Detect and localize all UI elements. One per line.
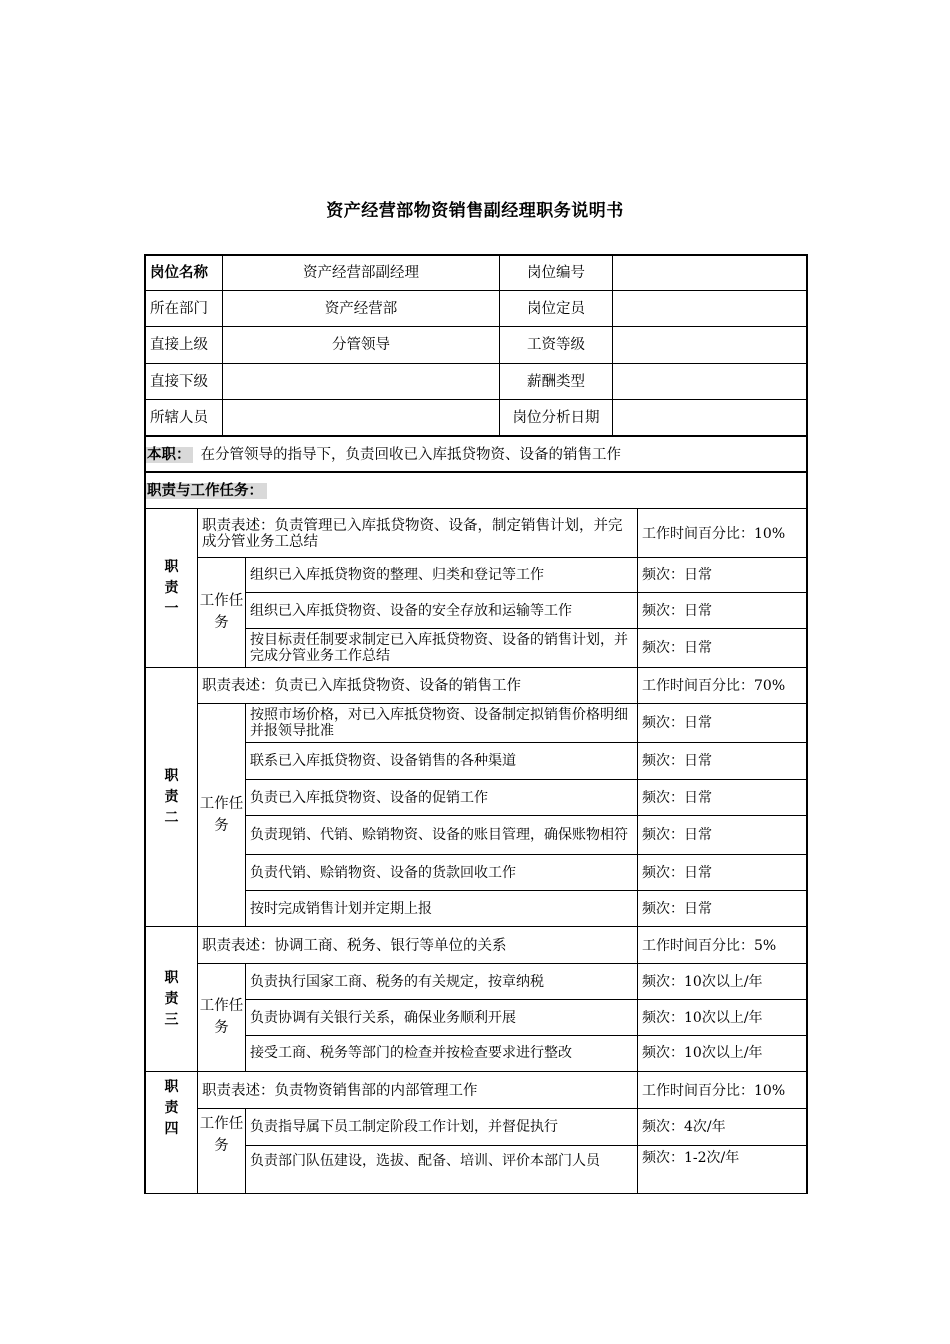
grid-line	[146, 435, 806, 437]
duty-2-freq-5: 频次：日常	[642, 864, 712, 881]
grid-line	[146, 667, 806, 668]
grid-line	[245, 1108, 246, 1193]
duty-2-task-label: 工作任务	[199, 796, 244, 834]
frame-right	[806, 254, 808, 1194]
duty-2-freq-6: 频次：日常	[642, 900, 712, 917]
info-value2-5	[613, 400, 806, 435]
main-duty-row	[146, 438, 806, 471]
grid-line	[146, 399, 806, 400]
duty-1-task-2: 组织已入库抵贷物资、设备的安全存放和运输等工作	[250, 602, 572, 619]
info-value2-2	[613, 291, 806, 326]
grid-line	[499, 256, 500, 436]
grid-line	[198, 1108, 806, 1109]
main-duty-label: 本职：	[147, 446, 191, 463]
duty-1-task-1: 组织已入库抵贷物资的整理、归类和登记等工作	[250, 567, 544, 583]
info-label-4: 直接下级	[150, 373, 208, 390]
info-value-1: 资产经营部副经理	[303, 265, 419, 281]
duty-2-task-1: 按照市场价格，对已入库抵贷物资、设备制定拟销售价格明细并报领导批准	[250, 707, 628, 739]
info-value-4	[223, 364, 499, 399]
section-header-row	[146, 473, 806, 508]
info-label-3: 直接上级	[150, 337, 208, 353]
duty-1-percent: 工作时间百分比：10%	[642, 525, 786, 542]
frame-top	[144, 254, 808, 256]
grid-line	[146, 471, 806, 473]
info-label2-3: 工资等级	[527, 337, 585, 353]
info-label2-5: 岗位分析日期	[512, 409, 600, 426]
duty-3-freq-1: 频次：10次以上/年	[642, 973, 763, 990]
duty-3-freq-2: 频次：10次以上/年	[642, 1009, 763, 1026]
duty-4-task-1: 负责指导属下员工制定阶段工作计划，并督促执行	[250, 1119, 558, 1135]
duty-3-task-label: 工作任务	[199, 998, 244, 1036]
grid-line	[222, 256, 223, 436]
duty-2-freq-3: 频次：日常	[642, 789, 712, 806]
duty-2-task-4: 负责现销、代销、赊销物资、设备的账目管理，确保账物相符	[250, 827, 628, 843]
grid-line	[146, 290, 806, 291]
grid-line	[146, 363, 806, 364]
grid-line	[246, 815, 806, 816]
duty-1-freq-3: 频次：日常	[642, 639, 712, 656]
duty-2-task-2: 联系已入库抵贷物资、设备销售的各种渠道	[250, 753, 516, 769]
duty-3-name: 职 责 三	[164, 969, 179, 1028]
duty-3-freq-3: 频次：10次以上/年	[642, 1045, 763, 1061]
duty-4-task-2: 负责部门队伍建设，选拔、配备、培训、评价本部门人员	[250, 1153, 600, 1169]
duty-1-task-3: 按目标责任制要求制定已入库抵贷物资、设备的销售计划，并完成分管业务工作总结	[250, 631, 628, 664]
duty-2-freq-1: 频次：日常	[642, 715, 712, 731]
info-label-1: 岗位名称	[150, 265, 208, 281]
duty-1-freq-1: 频次：日常	[642, 567, 712, 583]
grid-line	[198, 963, 806, 964]
duty-1-name: 职 责 一	[164, 558, 179, 617]
grid-line	[246, 1035, 806, 1036]
grid-line	[246, 890, 806, 891]
info-label2-2: 岗位定员	[527, 300, 585, 317]
info-label2-4: 薪酬类型	[527, 373, 585, 390]
duty-4-statement: 职责表述：负责物资销售部的内部管理工作	[202, 1082, 478, 1099]
duty-3-task-2: 负责协调有关银行关系，确保业务顺利开展	[250, 1009, 516, 1026]
info-label-2: 所在部门	[150, 300, 208, 317]
duty-3-statement: 职责表述：协调工商、税务、银行等单位的关系	[202, 937, 507, 954]
duty-2-name: 职 责 二	[164, 767, 179, 826]
grid-line	[246, 854, 806, 855]
grid-line	[246, 628, 806, 629]
duty-4-percent: 工作时间百分比：10%	[642, 1082, 786, 1099]
section-header: 职责与工作任务：	[146, 483, 267, 499]
frame-left	[144, 254, 146, 1194]
info-value-3: 分管领导	[332, 337, 390, 353]
grid-line	[246, 592, 806, 593]
grid-line	[198, 557, 806, 558]
grid-line	[245, 963, 246, 1071]
duty-2-freq-2: 频次：日常	[642, 753, 712, 769]
duty-2-freq-4: 频次：日常	[642, 827, 712, 843]
grid-line	[246, 742, 806, 743]
duty-3-task-3: 接受工商、税务等部门的检查并按检查要求进行整改	[250, 1045, 572, 1061]
grid-line	[245, 557, 246, 667]
grid-line	[246, 999, 806, 1000]
duty-2-task-3: 负责已入库抵贷物资、设备的促销工作	[250, 789, 488, 806]
duty-4-freq-2: 频次：1-2次/年	[642, 1150, 740, 1166]
duty-2-task-5: 负责代销、赊销物资、设备的货款回收工作	[250, 864, 516, 881]
duty-3-percent: 工作时间百分比：5%	[642, 937, 777, 954]
info-label2-1: 岗位编号	[527, 265, 585, 281]
info-value2-3	[613, 327, 806, 363]
duty-1-freq-2: 频次：日常	[642, 602, 712, 619]
duty-2-percent: 工作时间百分比：70%	[642, 677, 786, 694]
grid-line	[146, 326, 806, 327]
info-value2-1	[613, 256, 806, 290]
grid-line	[612, 256, 613, 436]
grid-line	[146, 508, 806, 509]
info-value2-4	[613, 364, 806, 399]
page-title: 资产经营部物资销售副经理职务说明书	[326, 201, 624, 221]
duty-1-task-label: 工作任务	[199, 593, 244, 631]
info-label-5: 所辖人员	[150, 409, 208, 426]
grid-line	[146, 1071, 806, 1072]
duty-2-statement: 职责表述：负责已入库抵贷物资、设备的销售工作	[202, 677, 521, 694]
duty-4-task-label: 工作任务	[199, 1116, 244, 1154]
main-duty-text: 在分管领导的指导下，负责回收已入库抵贷物资、设备的销售工作	[200, 446, 621, 463]
grid-line	[146, 926, 806, 927]
duty-4-freq-1: 频次：4次/年	[642, 1119, 726, 1135]
duty-2-task-6: 按时完成销售计划并定期上报	[250, 900, 432, 917]
frame-bottom	[144, 1193, 808, 1194]
duty-3-task-1: 负责执行国家工商、税务的有关规定，按章纳税	[250, 973, 544, 990]
grid-line	[637, 509, 638, 1193]
grid-line	[197, 509, 198, 1193]
info-value-5	[223, 400, 499, 435]
grid-line	[198, 703, 806, 704]
grid-line	[246, 1145, 806, 1146]
grid-line	[246, 779, 806, 780]
duty-4-name: 职 责 四	[164, 1079, 179, 1137]
duty-1-statement: 职责表述：负责管理已入库抵贷物资、设备，制定销售计划，并完成分管业务工总结	[202, 517, 623, 550]
info-value-2: 资产经营部	[324, 300, 398, 317]
